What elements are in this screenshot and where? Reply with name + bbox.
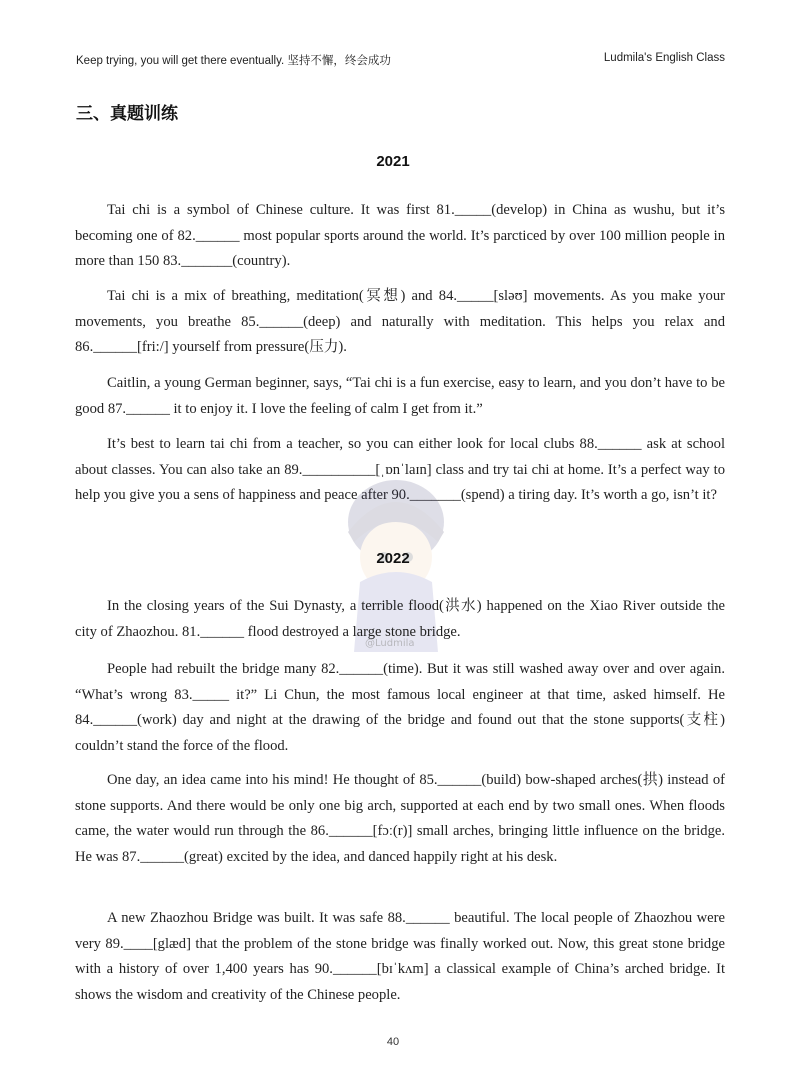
page-number: 40 <box>386 1036 400 1048</box>
passage-2022-paragraph-4: A new Zhaozhou Bridge was built. It was safe 88.______ beautiful. The local people of Zhaozhou were very 89.____[glæd] that the problem of the stone bridge was finally worked out. Now, this great stone bridge with a history of over 1,400 years has 90.______[bɪˈkʌm] a classical example of China’s arched bridge. It shows the wisdom and creativity of the Chinese people. <box>75 910 725 1003</box>
year-heading-2021: 2021 <box>376 153 410 170</box>
passage-2021-paragraph-1: Tai chi is a symbol of Chinese culture. It was first 81._____(develop) in China as wushu, but it’s becoming one of 82.______ most popular sports around the world. It’s parcticed by over 100 million people in more than 150 83._______(country). <box>75 202 725 269</box>
header-motto: Keep trying, you will get there eventually. 坚持不懈，终会成功 <box>76 55 391 67</box>
passage-2021-paragraph-3: Caitlin, a young German beginner, says, “Tai chi is a fun exercise, easy to learn, and you don’t have to be good 87.______ it to enjoy it. I love the feeling of calm I get from it.” <box>75 375 725 417</box>
passage-2021-paragraph-2: Tai chi is a mix of breathing, meditation(冥想) and 84._____[sləʊ] movements. As you make your movements, you breathe 85.______(deep) and naturally with meditation. This helps you relax and 86.______[fri:/] yourself from pressure(压力). <box>75 288 725 355</box>
passage-2022-paragraph-2: People had rebuilt the bridge many 82.______(time). But it was still washed away over and over again. “What’s wrong 83._____ it?” Li Chun, the most famous local engineer at that time, asked himself. He 84.______(work) day and night at the drawing of the bridge and found out that the stone supports(支柱) couldn’t stand the force of the flood. <box>75 661 725 754</box>
passage-2022-paragraph-1: In the closing years of the Sui Dynasty, a terrible flood(洪水) happened on the Xiao River outside the city of Zhaozhou. 81.______ flood destroyed a large stone bridge. <box>75 598 725 640</box>
passage-2021-paragraph-4: It’s best to learn tai chi from a teacher, so you can either look for local clubs 88.______ ask at school about classes. You can also take an 89.__________[ˌɒnˈlaɪn] class and try tai chi at home. It’s a perfect way to help you give you a sens of happiness and peace after 90._______(spend) a tiring day. It’s worth a go, isn’t it? <box>75 436 725 503</box>
header-class-name: Ludmila's English Class <box>603 52 725 64</box>
year-heading-2022: 2022 <box>376 550 410 567</box>
watermark-text: @Ludmila <box>365 638 415 649</box>
section-title: 三、真题训练 <box>76 104 178 124</box>
passage-2022-paragraph-3: One day, an idea came into his mind! He thought of 85.______(build) bow-shaped arches(拱) instead of stone supports. And there would be only one big arch, supported at each end by two small ones. When floods came, the water would run through the 86.______[fɔː(r)] small arches, bringing little influence on the bridge. He was 87.______(great) excited by the idea, and danced happily right at his desk. <box>75 772 725 865</box>
page-header <box>76 52 725 68</box>
